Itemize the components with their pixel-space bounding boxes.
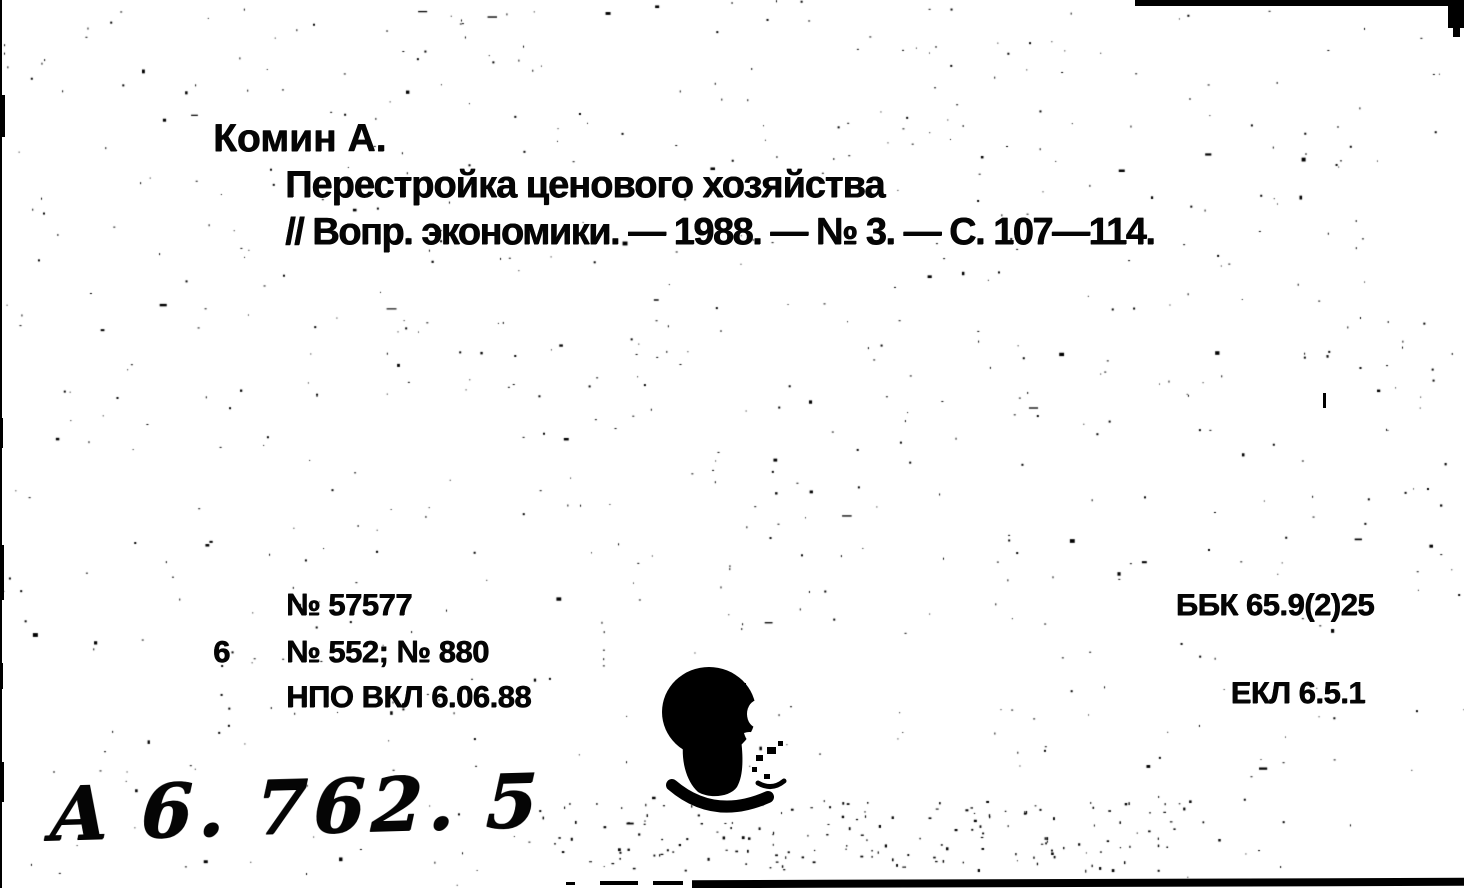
scan-edge-artifact (0, 95, 5, 137)
scan-edge-artifact (0, 762, 4, 802)
processing-stamp: НПО ВКЛ 6.06.88 (286, 679, 531, 714)
handwritten-call-number: А 6. 762. 5 (47, 758, 545, 859)
bbk-index: ББК 65.9(2)25 (1175, 587, 1374, 622)
scan-top-corner-mark (1453, 28, 1460, 37)
copy-numbers: № 552; № 880 (286, 634, 489, 669)
title-line: Перестройка ценового хозяйства (285, 164, 885, 206)
record-number: № 57577 (286, 587, 412, 622)
scan-bottom-dash (566, 882, 575, 885)
scan-top-corner-mark (1448, 0, 1464, 28)
scan-top-bar (1135, 0, 1464, 6)
citation-line: // Вопр. экономики. — 1988. — № 3. — С. 107—114. (285, 211, 1155, 253)
scan-edge-artifact (0, 663, 3, 689)
ekl-index: ЕКЛ 6.5.1 (1230, 675, 1365, 710)
scan-bottom-dash (653, 881, 683, 885)
scan-edge-artifact (0, 545, 4, 600)
ink-blot (640, 655, 810, 825)
scan-stray-mark (1323, 393, 1326, 408)
scan-bottom-dash (600, 881, 638, 885)
author-heading: Комин А. (213, 117, 387, 160)
left-digit: 6 (213, 634, 231, 669)
scan-edge-artifact (0, 418, 3, 448)
